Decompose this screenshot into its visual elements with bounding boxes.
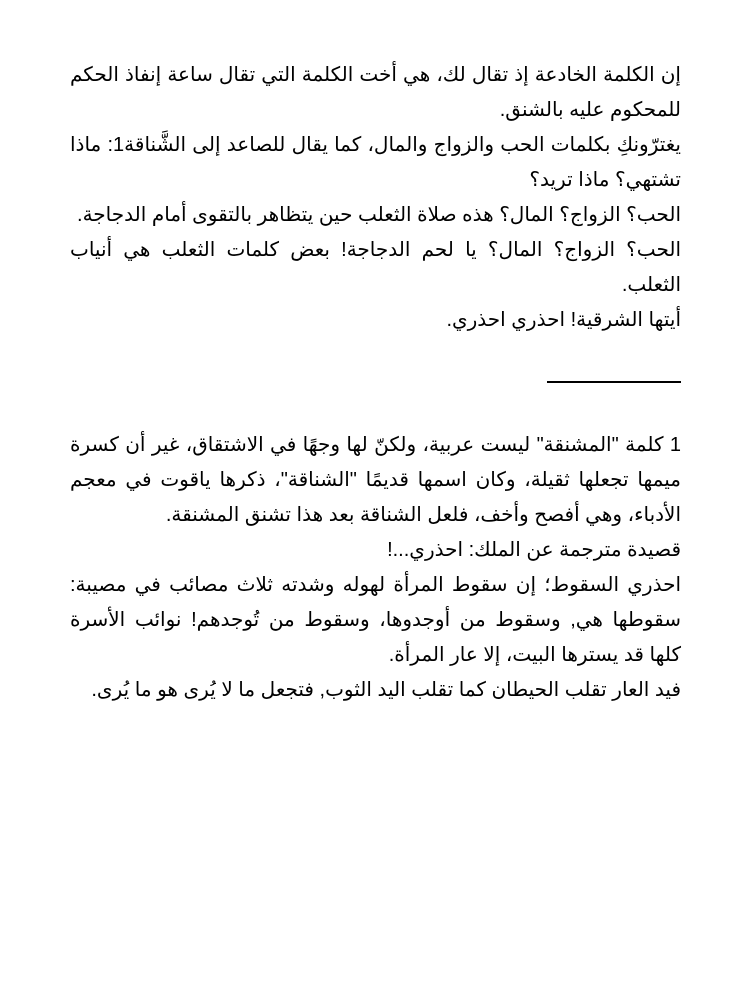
- section-title: قصيدة مترجمة عن الملك: احذري...!: [387, 539, 681, 561]
- document-page: [70, 58, 681, 708]
- footnote-text: 1 كلمة "المشنقة" ليست عربية، ولكنّ لها وجهًا في الاشتقاق، غير أن كسرة ميمها تجعلها ثقيلة، وكان اسمها قديمًا "الشناقة"، ذكرها ياقوت في معجم الأدباء، وهي أفصح وأخف، فلعل الشناقة بعد هذا تشنق المشنقة.: [70, 434, 681, 526]
- section-paragraph-1: احذري السقوط؛ إن سقوط المرأة لهوله وشدته ثلاث مصائب في مصيبة: سقوطها هي, وسقوط من أوجدوها، وسقوط من تُوجدهم! نوائب الأسرة كلها قد يسترها البيت، إلا عار المرأة.: [70, 574, 681, 666]
- section-paragraph-2: فيد العار تقلب الحيطان كما تقلب اليد الثوب, فتجعل ما لا يُرى هو ما يُرى.: [91, 679, 681, 701]
- body-paragraph-4: الحب؟ الزواج؟ المال؟ يا لحم الدجاجة! بعض كلمات الثعلب هي أنياب الثعلب.: [70, 239, 681, 296]
- body-paragraph-1: إن الكلمة الخادعة إذ تقال لك، هي أخت الكلمة التي تقال ساعة إنفاذ الحكم للمحكوم عليه بالشنق.: [70, 64, 681, 121]
- footnote-rule: [547, 381, 681, 383]
- body-paragraph-3: الحب؟ الزواج؟ المال؟ هذه صلاة الثعلب حين يتظاهر بالتقوى أمام الدجاجة.: [77, 204, 681, 226]
- body-paragraph-5: أيتها الشرقية! احذري احذري.: [446, 309, 681, 331]
- body-paragraph-2: يغترّونكِ بكلمات الحب والزواج والمال، كما يقال للصاعد إلى الشَّناقة1: ماذا تشتهي؟ ماذا تريد؟: [70, 134, 681, 191]
- footnote-separator: [70, 338, 681, 428]
